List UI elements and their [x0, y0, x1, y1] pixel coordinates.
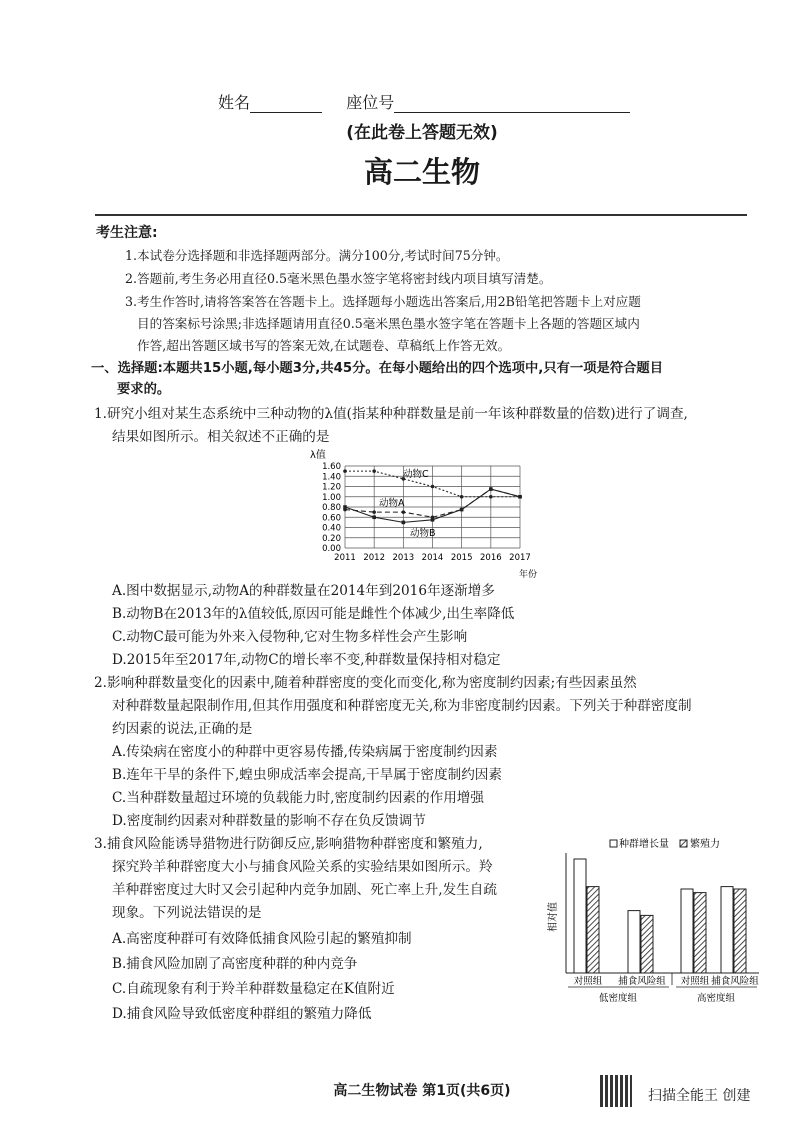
x-tick-label: 2013: [392, 553, 415, 563]
scanner-watermark: 扫描全能王 创建: [648, 1088, 751, 1104]
series-label-c: 动物C: [403, 469, 429, 480]
y-tick-label: 1.00: [322, 492, 341, 503]
q3-option-d: D.捕食风险导致低密度种群组的繁殖力降低: [112, 1006, 372, 1022]
page-footer: 高二生物试卷 第1页(共6页): [333, 1083, 511, 1099]
x-tick-label: 2012: [363, 553, 385, 563]
y-tick-label: 0.80: [322, 503, 341, 513]
q1-option-d: D.2015年至2017年,动物C的增长率不变,种群数量保持相对稳定: [112, 652, 501, 668]
x-tick-label: 2014: [421, 553, 444, 563]
x-tick-label: 2016: [480, 553, 502, 563]
q3-option-a: A.高密度种群可有效降低捕食风险引起的繁殖抑制: [112, 931, 412, 947]
q1-stem-line: 1.研究小组对某生态系统中三种动物的λ值(指某种种群数量是前一年该种群数量的倍数)进行了调查,: [94, 406, 688, 422]
x-tick-label: 2011: [334, 553, 356, 563]
q2-stem-line: 对种群数量起限制作用,但其作用强度和种群密度无关,称为非密度制约因素。下列关于种群密度制: [112, 698, 692, 714]
predation-bar-chart: [544, 835, 764, 1010]
y-tick-label: 1.60: [322, 462, 341, 472]
y-tick-label: 0.60: [322, 513, 341, 524]
y-tick-label: 0.40: [322, 523, 341, 534]
q2-option-a: A.传染病在密度小的种群中更容易传播,传染病属于密度制约因素: [112, 744, 498, 760]
x-axis-label: 年份: [519, 570, 538, 580]
q3-stem-line: 探究羚羊种群密度大小与捕食风险关系的实验结果如图所示。羚: [112, 859, 493, 875]
q1-option-a: A.图中数据显示,动物A的种群数量在2014年到2016年逐渐增多: [112, 583, 495, 599]
data-point: [402, 521, 406, 525]
seat-field[interactable]: [394, 96, 630, 113]
legend-label-growth: 种群增长量: [619, 839, 669, 850]
section-line: 一、选择题:本题共15小题,每小题3分,共45分。在每小题给出的四个选项中,只有一项是符合题目: [91, 361, 664, 376]
data-point: [518, 495, 522, 499]
q2-stem-line: 约因素的说法,正确的是: [112, 721, 253, 737]
legend-swatch-fertility: [680, 840, 687, 847]
series-label-b: 动物B: [410, 528, 436, 539]
page-title: 高二生物: [363, 155, 480, 189]
data-point: [489, 495, 493, 499]
notice-heading: 考生注意:: [96, 225, 158, 241]
section-heading: [91, 358, 751, 400]
x-tick-label: 2015: [450, 553, 473, 563]
x-tick-label: 2017: [509, 553, 531, 563]
y-axis-label: λ值: [310, 450, 326, 461]
bar: [734, 889, 746, 973]
bar-series: [574, 859, 746, 973]
category-label: 捕食风险组: [711, 976, 759, 987]
category-label: 捕食风险组: [618, 976, 666, 987]
data-point: [489, 487, 493, 491]
bar: [641, 915, 653, 973]
data-point: [343, 505, 347, 509]
q3-option-c: C.自疏现象有利于羚羊种群数量稳定在K值附近: [112, 981, 395, 997]
q2-option-c: C.当种群数量超过环境的负载能力时,密度制约因素的作用增强: [112, 790, 484, 806]
notice-item: 3.考生作答时,请将答案答在答题卡上。选择题每小题选出答案后,用2B铅笔把答题卡上对应题: [125, 294, 641, 309]
notice-item: 作答,超出答题区域书写的答案无效,在试题卷、草稿纸上作答无效。: [137, 338, 511, 353]
legend-swatch-growth: [610, 840, 617, 847]
bar: [694, 893, 706, 973]
bar: [721, 887, 733, 973]
bar: [587, 887, 599, 973]
bar: [628, 911, 640, 973]
q3-stem-line: 羊种群密度过大时又会引起种内竞争加剧、死亡率上升,发生自疏: [112, 882, 497, 898]
y-tick-label: 1.20: [322, 482, 341, 493]
data-point: [460, 495, 464, 499]
q2-stem-line: 2.影响种群数量变化的因素中,随着种群密度的变化而变化,称为密度制约因素;有些因素虽然: [94, 675, 637, 691]
data-point: [431, 485, 435, 489]
q1-option-b: B.动物B在2013年的λ值较低,原因可能是雌性个体减少,出生率降低: [112, 606, 515, 622]
category-label: 对照组: [680, 976, 710, 987]
notice-item: 2.答题前,考生务必用直径0.5毫米黑色墨水签字笔将密封线内项目填写清楚。: [125, 271, 552, 286]
y-axis-label: 相对值: [548, 902, 559, 932]
y-tick-label: 1.40: [322, 472, 341, 483]
q1-option-c: C.动物C最可能为外来入侵物种,它对生物多样性会产生影响: [112, 629, 468, 645]
series-label-a: 动物A: [379, 498, 405, 509]
section-line: 要求的。: [117, 382, 171, 397]
name-label: 姓名: [218, 93, 251, 112]
q1-stem-line: 结果如图所示。相关叙述不正确的是: [112, 429, 330, 445]
q3-option-b: B.捕食风险加剧了高密度种群的种内竞争: [112, 956, 358, 972]
bar: [681, 889, 693, 973]
q2-option-b: B.连年干旱的条件下,蝗虫卵成活率会提高,干旱属于密度制约因素: [112, 767, 502, 783]
data-point: [431, 518, 435, 522]
group-label: 高密度组: [696, 993, 736, 1004]
invalid-note: (在此卷上答题无效): [346, 123, 498, 143]
y-tick-label: 0.00: [322, 544, 341, 554]
student-info-line: [218, 90, 630, 113]
data-point: [460, 508, 464, 512]
data-point: [402, 510, 406, 514]
lambda-line-chart: [305, 448, 545, 580]
x-axis-ticks: [334, 553, 531, 563]
legend-label-fertility: 繁殖力: [690, 839, 720, 850]
category-label: 对照组: [573, 976, 603, 987]
y-axis-ticks: [322, 462, 341, 554]
group-label: 低密度组: [598, 993, 638, 1004]
y-tick-label: 0.20: [322, 533, 341, 544]
q2-option-d: D.密度制约因素对种群数量的影响不存在负反馈调节: [112, 813, 426, 829]
data-point: [372, 469, 376, 473]
qr-code-icon: [600, 1075, 632, 1107]
notice-item: 1.本试卷分选择题和非选择题两部分。满分100分,考试时间75分钟。: [125, 248, 509, 263]
divider: [95, 214, 747, 216]
data-point: [372, 515, 376, 519]
q3-stem-line: 3.捕食风险能诱导猎物进行防御反应,影响猎物种群密度和繁殖力,: [94, 836, 483, 852]
bar: [574, 859, 586, 973]
q3-stem-line: 现象。下列说法错误的是: [112, 905, 262, 921]
data-point: [343, 469, 347, 473]
notice-item: 目的答案标号涂黑;非选择题请用直径0.5毫米黑色墨水签字笔在答题卡上各题的答题区域内: [137, 316, 640, 331]
seat-label: 座位号: [346, 93, 395, 112]
name-field[interactable]: [250, 96, 322, 113]
data-point: [372, 510, 376, 514]
